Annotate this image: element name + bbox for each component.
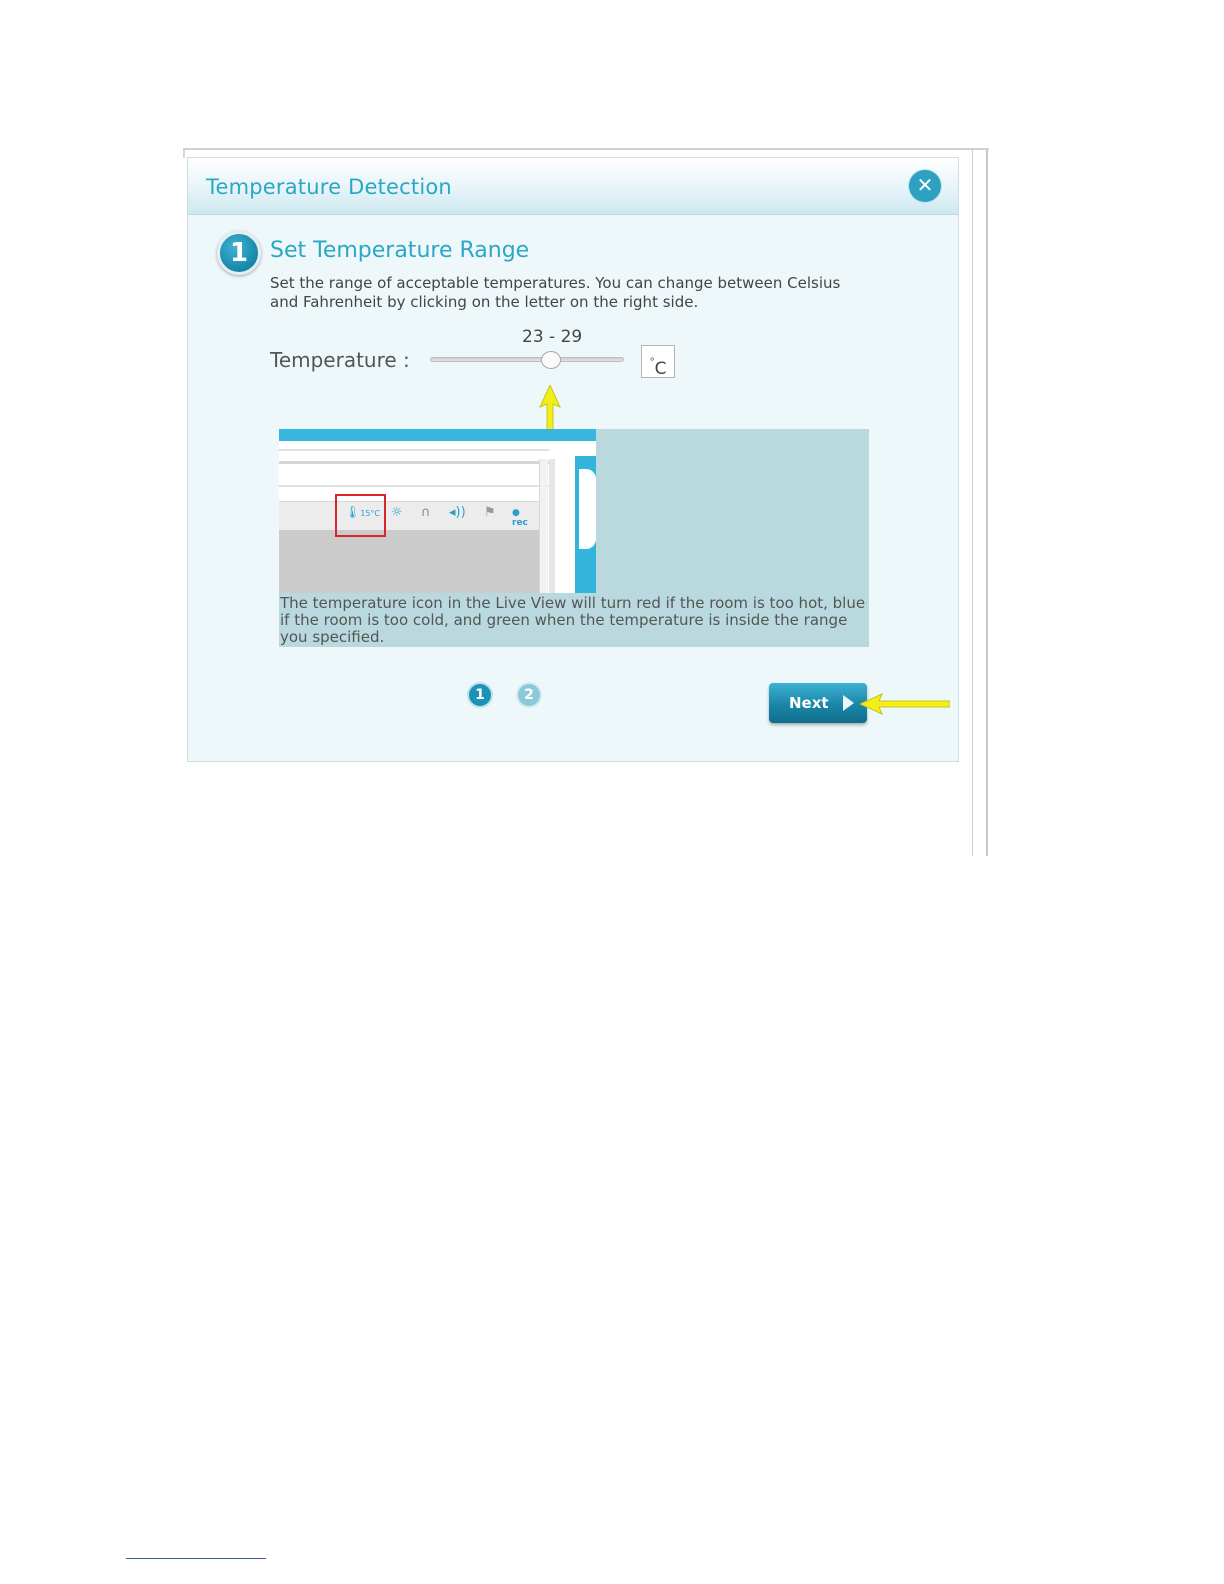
light-bulb-icon: ☼ bbox=[391, 505, 403, 520]
step-number-badge: 1 bbox=[217, 231, 261, 275]
screenshot-frame-left bbox=[183, 150, 185, 158]
play-arrow-icon bbox=[843, 695, 854, 711]
record-icon: ● rec bbox=[512, 508, 528, 528]
unit-letter: C bbox=[654, 359, 667, 379]
annotation-arrow-left-icon bbox=[860, 692, 950, 716]
preview-side-panel-inner bbox=[579, 469, 596, 549]
next-button-label: Next bbox=[789, 694, 829, 712]
preview-divider bbox=[279, 449, 549, 451]
thermometer-icon: 🌡15°C bbox=[345, 505, 380, 519]
preview-video-area bbox=[279, 530, 539, 593]
temperature-range-value: 23 - 29 bbox=[522, 327, 583, 347]
next-button[interactable] bbox=[769, 683, 867, 723]
preview-caption: The temperature icon in the Live View will turn red if the room is too hot, blue if the room is too cold, and green when the temperature is inside the range you specified. bbox=[280, 594, 866, 646]
dialog-header bbox=[188, 158, 958, 215]
motion-icon: ⚑ bbox=[484, 505, 496, 520]
sound-icon: ◂)) bbox=[449, 505, 466, 520]
degree-symbol: ° bbox=[649, 357, 655, 368]
step-title: Set Temperature Range bbox=[270, 238, 530, 263]
page-indicator-1[interactable]: 1 bbox=[469, 684, 491, 706]
preview-toolbar bbox=[279, 501, 539, 530]
screenshot-frame-top bbox=[183, 148, 989, 150]
live-view-preview-image bbox=[279, 429, 869, 647]
close-icon[interactable]: ✕ bbox=[909, 170, 941, 202]
preview-top-bar bbox=[279, 429, 596, 441]
temperature-slider-track[interactable] bbox=[430, 357, 624, 362]
screenshot-frame-right bbox=[972, 150, 973, 856]
dialog-title: Temperature Detection bbox=[206, 175, 452, 199]
page-indicator-2[interactable]: 2 bbox=[518, 684, 540, 706]
preview-divider bbox=[279, 485, 549, 487]
footnote-separator bbox=[126, 1558, 266, 1559]
preview-divider bbox=[279, 461, 549, 464]
temperature-slider-handle[interactable] bbox=[541, 351, 561, 369]
preview-temp-reading: 15°C bbox=[360, 509, 380, 518]
preview-scrollbar bbox=[539, 459, 548, 593]
step-description: Set the range of acceptable temperatures. You can change between Celsius and Fahrenheit by clicking on the letter on the right side. bbox=[270, 274, 841, 311]
temperature-label: Temperature : bbox=[270, 348, 410, 372]
temperature-detection-dialog bbox=[187, 157, 959, 762]
preview-scrollbar-track bbox=[549, 459, 555, 593]
screenshot-frame-right-outer bbox=[986, 150, 988, 856]
headphones-icon: ∩ bbox=[421, 505, 431, 520]
temperature-unit-toggle[interactable] bbox=[641, 345, 675, 378]
temperature-icon-highlight bbox=[335, 494, 386, 537]
